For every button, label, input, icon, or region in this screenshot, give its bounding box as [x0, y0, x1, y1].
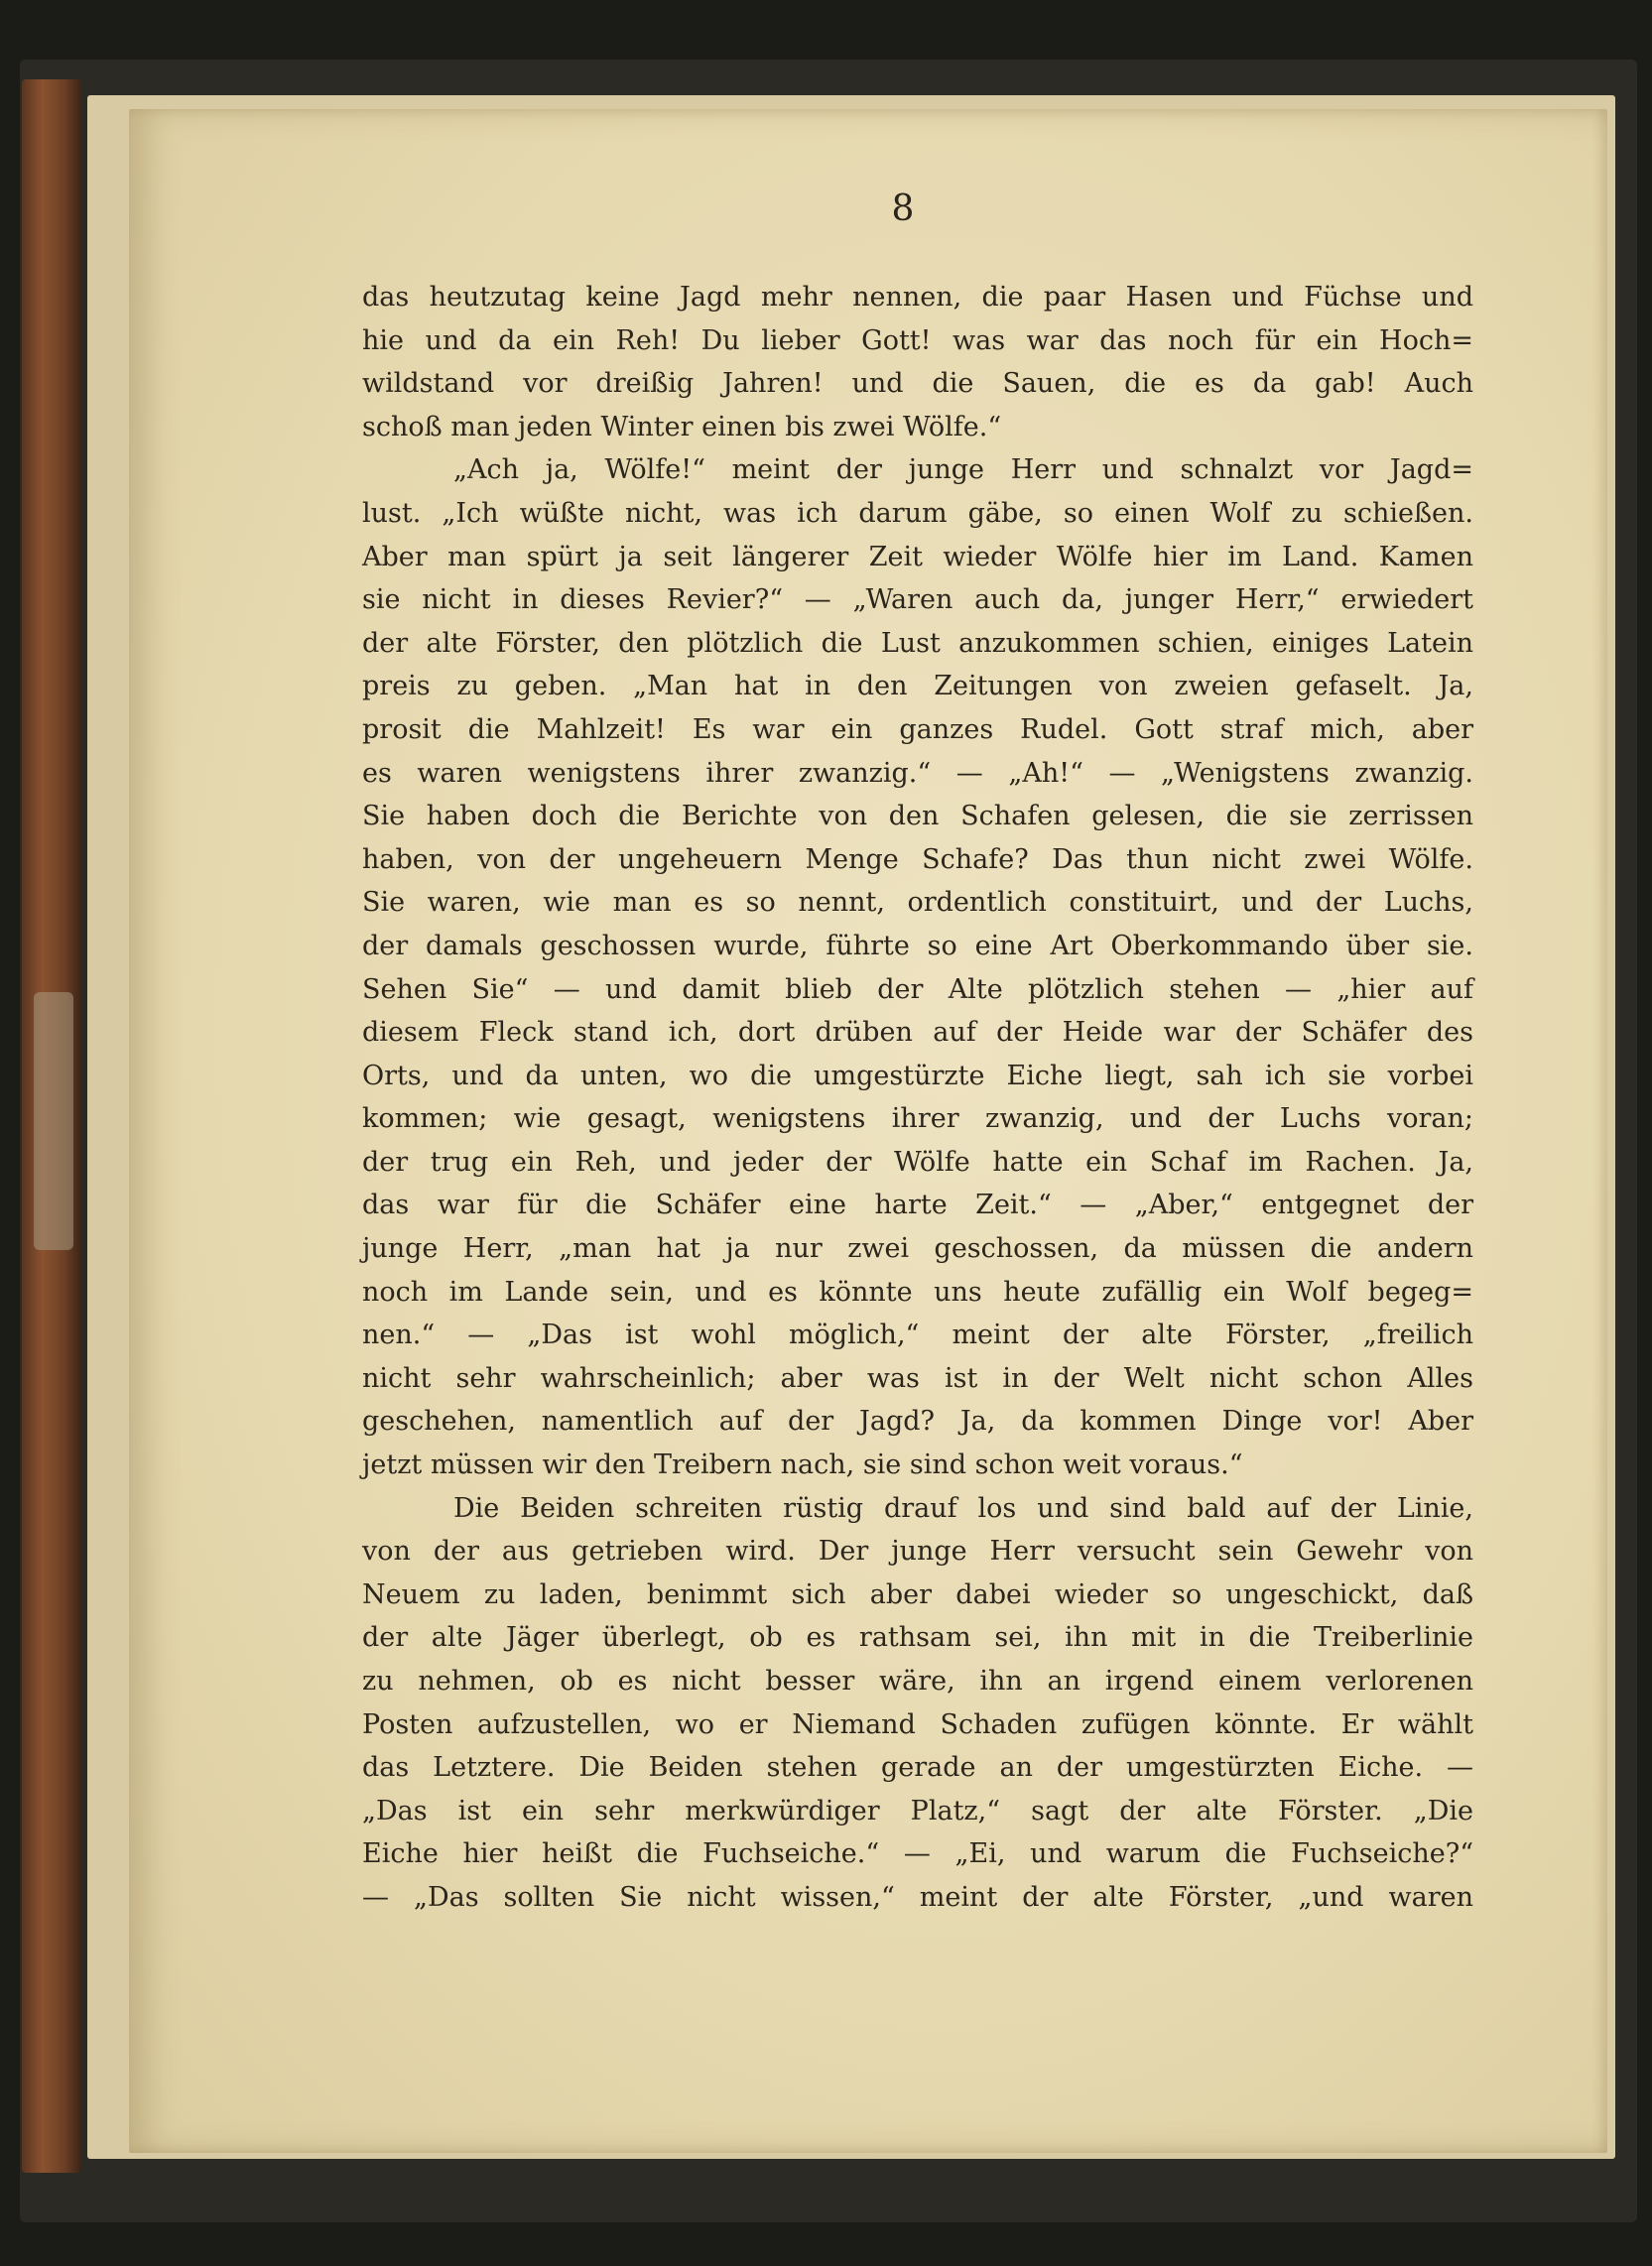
text-line: geschehen, namentlich auf der Jagd? Ja, da kommen Dinge vor! Aber: [362, 1406, 1473, 1438]
text-line: noch im Lande sein, und es könnte uns heute zufällig ein Wolf begeg=: [362, 1276, 1473, 1308]
text-line: wildstand vor dreißig Jahren! und die Sauen, die es da gab! Auch: [362, 368, 1473, 400]
text-line: „Ach ja, Wölfe!“ meint der junge Herr und schnalzt vor Jagd=: [453, 454, 1473, 486]
text-line: das Letztere. Die Beiden stehen gerade an der umgestürzten Eiche. —: [362, 1752, 1473, 1784]
text-line: nen.“ — „Das ist wohl möglich,“ meint der alte Förster, „freilich: [362, 1320, 1473, 1351]
text-line: diesem Fleck stand ich, dort drüben auf der Heide war der Schäfer des: [362, 1017, 1473, 1049]
text-line: Neuem zu laden, benimmt sich aber dabei wieder so ungeschickt, daß: [362, 1578, 1473, 1610]
text-line: junge Herr, „man hat ja nur zwei geschossen, da müssen die andern: [362, 1233, 1473, 1265]
page-number: 8: [891, 189, 915, 229]
text-line: der damals geschossen wurde, führte so eine Art Oberkommando über sie.: [362, 930, 1473, 961]
text-line: das heutzutag keine Jagd mehr nennen, die paar Hasen und Füchse und: [362, 282, 1473, 313]
text-line: schoß man jeden Winter einen bis zwei Wölfe.“: [362, 411, 1002, 442]
text-line: Eiche hier heißt die Fuchseiche.“ — „Ei, und warum die Fuchseiche?“: [362, 1838, 1473, 1870]
text-line: Die Beiden schreiten rüstig drauf los und sind bald auf der Linie,: [453, 1492, 1473, 1524]
text-line: Sie haben doch die Berichte von den Schafen gelesen, die sie zerrissen: [362, 801, 1473, 832]
text-line: von der aus getrieben wird. Der junge Herr versucht sein Gewehr von: [362, 1536, 1473, 1568]
text-line: es waren wenigstens ihrer zwanzig.“ — „Ah!“ — „Wenigstens zwanzig.: [362, 757, 1473, 789]
text-line: kommen; wie gesagt, wenigstens ihrer zwanzig, und der Luchs voran;: [362, 1103, 1473, 1135]
text-line: Sie waren, wie man es so nennt, ordentlich constituirt, und der Luchs,: [362, 887, 1473, 919]
text-line: nicht sehr wahrscheinlich; aber was ist in der Welt nicht schon Alles: [362, 1362, 1473, 1394]
spine-wear-patch: [34, 992, 73, 1250]
text-line: Sehen Sie“ — und damit blieb der Alte plötzlich stehen — „hier auf: [362, 973, 1473, 1005]
text-line: zu nehmen, ob es nicht besser wäre, ihn an irgend einem verlorenen: [362, 1666, 1473, 1697]
text-line: der alte Jäger überlegt, ob es rathsam sei, ihn mit in die Treiberlinie: [362, 1622, 1473, 1654]
text-line: — „Das sollten Sie nicht wissen,“ meint der alte Förster, „und waren: [362, 1881, 1473, 1913]
text-line: sie nicht in dieses Revier?“ — „Waren auch da, junger Herr,“ erwiedert: [362, 584, 1473, 616]
text-line: preis zu geben. „Man hat in den Zeitungen von zweien gefaselt. Ja,: [362, 671, 1473, 702]
text-line: Posten aufzustellen, wo er Niemand Schaden zufügen könnte. Er wählt: [362, 1708, 1473, 1740]
text-line: der trug ein Reh, und jeder der Wölfe hatte ein Schaf im Rachen. Ja,: [362, 1146, 1473, 1178]
text-line: „Das ist ein sehr merkwürdiger Platz,“ sagt der alte Förster. „Die: [362, 1795, 1473, 1826]
text-line: haben, von der ungeheuern Menge Schafe? Das thun nicht zwei Wölfe.: [362, 843, 1473, 875]
text-line: jetzt müssen wir den Treibern nach, sie sind schon weit voraus.“: [362, 1449, 1243, 1481]
text-line: lust. „Ich wüßte nicht, was ich darum gäbe, so einen Wolf zu schießen.: [362, 497, 1473, 529]
text-line: Aber man spürt ja seit längerer Zeit wieder Wölfe hier im Land. Kamen: [362, 541, 1473, 572]
text-line: hie und da ein Reh! Du lieber Gott! was war das noch für ein Hoch=: [362, 324, 1473, 356]
text-line: Orts, und da unten, wo die umgestürzte Eiche liegt, sah ich sie vorbei: [362, 1060, 1473, 1091]
text-line: prosit die Mahlzeit! Es war ein ganzes Rudel. Gott straf mich, aber: [362, 713, 1473, 745]
text-line: der alte Förster, den plötzlich die Lust anzukommen schien, einiges Latein: [362, 627, 1473, 659]
text-line: das war für die Schäfer eine harte Zeit.“ — „Aber,“ entgegnet der: [362, 1190, 1473, 1221]
page-text: [362, 276, 1473, 1920]
